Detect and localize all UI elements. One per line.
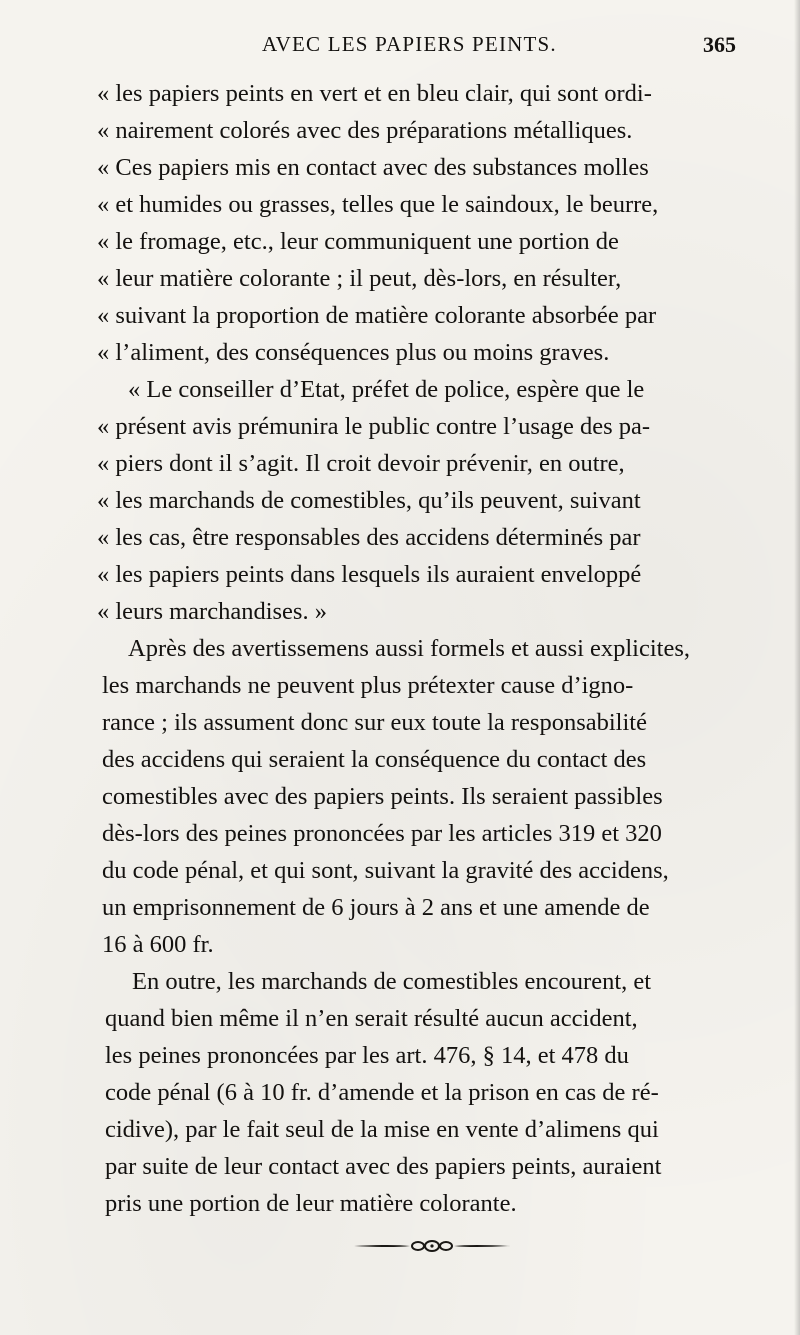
text-line: « Le conseiller d’Etat, préfet de police, espère que le	[128, 376, 645, 403]
text-line: comestibles avec des papiers peints. Ils seraient passibles	[102, 783, 663, 810]
text-line: « leur matière colorante ; il peut, dès-lors, en résulter,	[97, 265, 622, 292]
tailpiece-ornament-icon	[352, 1238, 512, 1254]
text-line: « les cas, être responsables des accidens déterminés par	[97, 524, 641, 551]
text-line: « et humides ou grasses, telles que le saindoux, le beurre,	[97, 191, 659, 218]
text-line: « les papiers peints en vert et en bleu clair, qui sont ordi-	[97, 80, 652, 107]
text-line: cidive), par le fait seul de la mise en vente d’alimens qui	[105, 1116, 659, 1143]
page-header	[0, 32, 800, 62]
text-line: « les marchands de comestibles, qu’ils peuvent, suivant	[97, 487, 641, 514]
text-line: rance ; ils assument donc sur eux toute la responsabilité	[102, 709, 647, 736]
text-line: « suivant la proportion de matière colorante absorbée par	[97, 302, 657, 329]
running-title: AVEC LES PAPIERS PEINTS.	[262, 32, 557, 56]
text-line: les marchands ne peuvent plus prétexter cause d’igno-	[102, 672, 634, 699]
text-line: « piers dont il s’agit. Il croit devoir prévenir, en outre,	[97, 450, 625, 477]
text-line: par suite de leur contact avec des papiers peints, auraient	[105, 1153, 662, 1180]
text-line: pris une portion de leur matière colorante.	[105, 1190, 517, 1217]
text-line: En outre, les marchands de comestibles encourent, et	[132, 968, 652, 995]
text-line: dès-lors des peines prononcées par les articles 319 et 320	[102, 820, 662, 847]
text-line: un emprisonnement de 6 jours à 2 ans et une amende de	[102, 894, 650, 921]
text-line: code pénal (6 à 10 fr. d’amende et la prison en cas de ré-	[105, 1079, 659, 1106]
text-line: « l’aliment, des conséquences plus ou moins graves.	[97, 339, 610, 366]
text-line: « les papiers peints dans lesquels ils auraient enveloppé	[97, 561, 642, 588]
text-line: des accidens qui seraient la conséquence du contact des	[102, 746, 647, 773]
text-line: Après des avertissemens aussi formels et aussi explicites,	[128, 635, 691, 662]
text-line: « présent avis prémunira le public contre l’usage des pa-	[97, 413, 651, 440]
text-line: du code pénal, et qui sont, suivant la gravité des accidens,	[102, 857, 669, 884]
text-line: « Ces papiers mis en contact avec des substances molles	[97, 154, 649, 181]
text-line: « leurs marchandises. »	[97, 598, 327, 625]
page-number: 365	[703, 32, 736, 57]
text-line: « le fromage, etc., leur communiquent une portion de	[97, 228, 619, 255]
text-line: les peines prononcées par les art. 476, § 14, et 478 du	[105, 1042, 629, 1069]
text-line: quand bien même il n’en serait résulté aucun accident,	[105, 1005, 638, 1032]
text-line: 16 à 600 fr.	[102, 931, 214, 958]
page-edge-shadow	[794, 0, 800, 1335]
text-line: « nairement colorés avec des préparations métalliques.	[97, 117, 633, 144]
